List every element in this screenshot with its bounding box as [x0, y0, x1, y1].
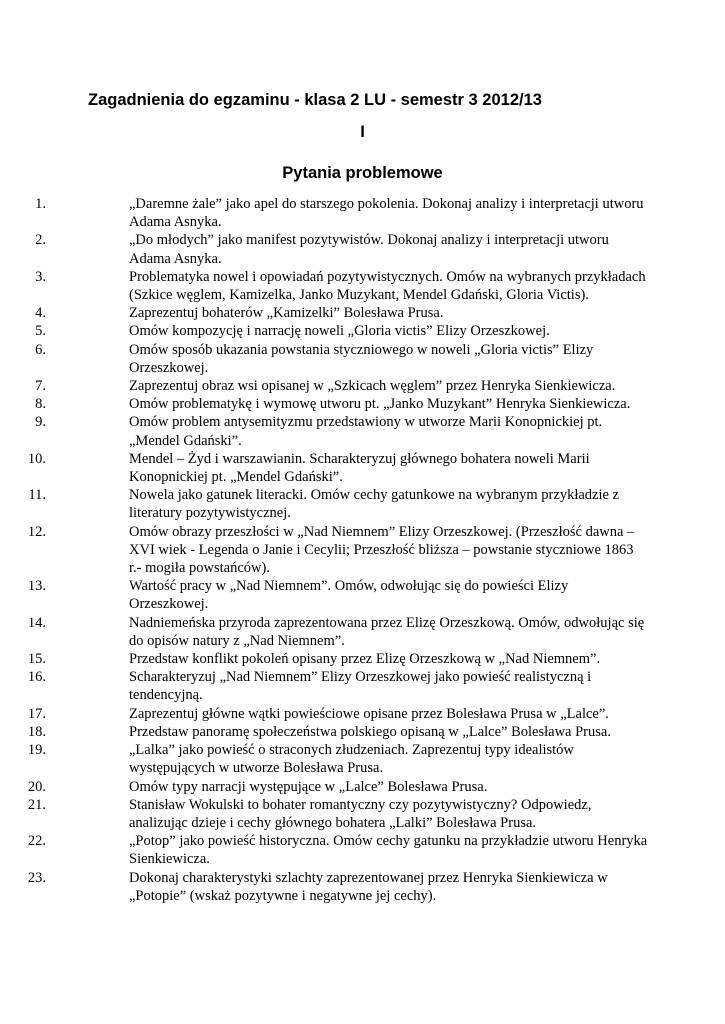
- section-title: Pytania problemowe: [282, 164, 443, 182]
- question-number: 10.: [27, 450, 46, 467]
- question-text: Zaprezentuj obraz wsi opisanej w „Szkicach węglem” przez Henryka Sienkiewicza.: [129, 378, 616, 395]
- question-item: [0, 778, 649, 796]
- question-item: [0, 341, 649, 377]
- question-text: Nowela jako gatunek literacki. Omów cechy gatunkowe na wybranym przykładzie z literatury pozytywistycznej.: [129, 487, 619, 522]
- question-text: Stanisław Wokulski to bohater romantyczny czy pozytywistyczny? Odpowiedz, analizując dzieje i cechy głównego bohatera „Lalki” Bolesława Prusa.: [129, 796, 592, 831]
- question-number: 11.: [28, 487, 46, 504]
- question-item: [0, 231, 649, 267]
- question-number: 13.: [27, 578, 46, 595]
- question-number: 22.: [27, 833, 46, 850]
- question-item: [0, 450, 649, 486]
- question-text: „Do młodych” jako manifest pozytywistów. Dokonaj analizy i interpretacji utworu Adama Asnyka.: [129, 232, 609, 267]
- question-text: „Daremne żale” jako apel do starszego pokolenia. Dokonaj analizy i interpretacji utworu Adama Asnyka.: [129, 196, 644, 231]
- question-item: [0, 377, 649, 395]
- question-number: 17.: [27, 705, 46, 722]
- question-text: Omów problem antysemityzmu przedstawiony w utworze Marii Konopnickiej pt. „Mendel Gdański”.: [129, 414, 603, 449]
- question-item: [0, 268, 649, 304]
- question-item: [0, 832, 649, 868]
- question-text: Wartość pracy w „Nad Niemnem”. Omów, odwołując się do powieści Elizy Orzeszkowej.: [129, 578, 569, 613]
- question-number: 1.: [35, 196, 46, 212]
- question-item: [0, 195, 649, 231]
- question-number: 23.: [27, 869, 46, 886]
- question-text: Scharakteryzuj „Nad Niemnem” Elizy Orzeszkowej jako powieść realistyczną i tendencyjną.: [129, 669, 592, 704]
- question-number: 9.: [35, 414, 46, 431]
- question-number: 8.: [35, 396, 46, 413]
- question-text: Dokonaj charakterystyki szlachty zaprezentowanej przez Henryka Sienkiewicza w „Potopie” (wskaż pozytywne i negatywne jej cechy).: [129, 869, 608, 904]
- question-item: [0, 413, 649, 449]
- question-number: 7.: [35, 378, 46, 395]
- question-number: 6.: [35, 341, 46, 358]
- question-text: Omów kompozycję i narrację noweli „Gloria victis” Elizy Orzeszkowej.: [129, 323, 550, 340]
- question-text: Zaprezentuj główne wątki powieściowe opisane przez Bolesława Prusa w „Lalce”.: [129, 705, 609, 722]
- question-number: 3.: [35, 268, 46, 285]
- question-text: Omów problematykę i wymowę utworu pt. „Janko Muzykant” Henryka Sienkiewicza.: [129, 396, 631, 413]
- question-item: [0, 723, 649, 741]
- question-item: [0, 486, 649, 522]
- question-item: [0, 705, 649, 723]
- question-number: 16.: [27, 669, 46, 686]
- question-number: 4.: [35, 305, 46, 322]
- question-number: 2.: [35, 232, 46, 249]
- question-item: [0, 668, 649, 704]
- question-text: Nadniemeńska przyroda zaprezentowana przez Elizę Orzeszkową. Omów, odwołując się do opisów natury z „Nad Niemnem”.: [129, 614, 645, 649]
- part-number: I: [360, 123, 365, 141]
- question-number: 20.: [27, 778, 46, 795]
- question-number: 5.: [35, 323, 46, 340]
- question-text: Problematyka nowel i opowiadań pozytywistycznych. Omów na wybranych przykładach (Szkice węglem, Kamizelka, Janko Muzykant, Mendel Gdański, Gloria Victis).: [129, 268, 646, 304]
- question-item: [0, 796, 649, 832]
- question-number: 21.: [27, 796, 46, 813]
- question-text: Omów obrazy przeszłości w „Nad Niemnem” Elizy Orzeszkowej. (Przeszłość dawna – XVI wiek - Legenda o Janie i Cecylii; Przeszłość bliższa – powstanie styczniowe 1863 r.- mogiła powstańców).: [129, 523, 635, 577]
- question-item: [0, 614, 649, 650]
- question-item: [0, 322, 649, 340]
- document-title: Zagadnienia do egzaminu - klasa 2 LU - semestr 3 2012/13: [88, 91, 542, 109]
- questions-list: [0, 195, 725, 905]
- question-text: Mendel – Żyd i warszawianin. Scharakteryzuj głównego bohatera noweli Marii Konopnickiej pt. „Mendel Gdański”.: [129, 450, 590, 486]
- question-item: [0, 869, 649, 905]
- question-text: „Potop” jako powieść historyczna. Omów cechy gatunku na przykładzie utworu Henryka Sienkiewicza.: [129, 833, 648, 868]
- question-text: Zaprezentuj bohaterów „Kamizelki” Bolesława Prusa.: [129, 305, 444, 322]
- question-number: 18.: [27, 723, 46, 740]
- question-number: 14.: [27, 614, 46, 631]
- question-item: [0, 650, 649, 668]
- question-text: Przedstaw konflikt pokoleń opisany przez Elizę Orzeszkową w „Nad Niemnem”.: [129, 651, 601, 668]
- question-item: [0, 741, 649, 777]
- question-text: Omów sposób ukazania powstania styczniowego w noweli „Gloria victis” Elizy Orzeszkowej.: [129, 341, 594, 376]
- question-item: [0, 395, 649, 413]
- question-text: Omów typy narracji występujące w „Lalce” Bolesława Prusa.: [129, 778, 488, 795]
- question-text: „Lalka” jako powieść o straconych złudzeniach. Zaprezentuj typy idealistów występujących w utworze Bolesława Prusa.: [129, 742, 574, 777]
- question-item: [0, 577, 649, 613]
- question-item: [0, 304, 649, 322]
- question-number: 15.: [27, 651, 46, 668]
- question-number: 12.: [27, 523, 46, 540]
- question-text: Przedstaw panoramę społeczeństwa polskiego opisaną w „Lalce” Bolesława Prusa.: [129, 723, 611, 740]
- question-item: [0, 523, 649, 578]
- question-number: 19.: [27, 742, 46, 759]
